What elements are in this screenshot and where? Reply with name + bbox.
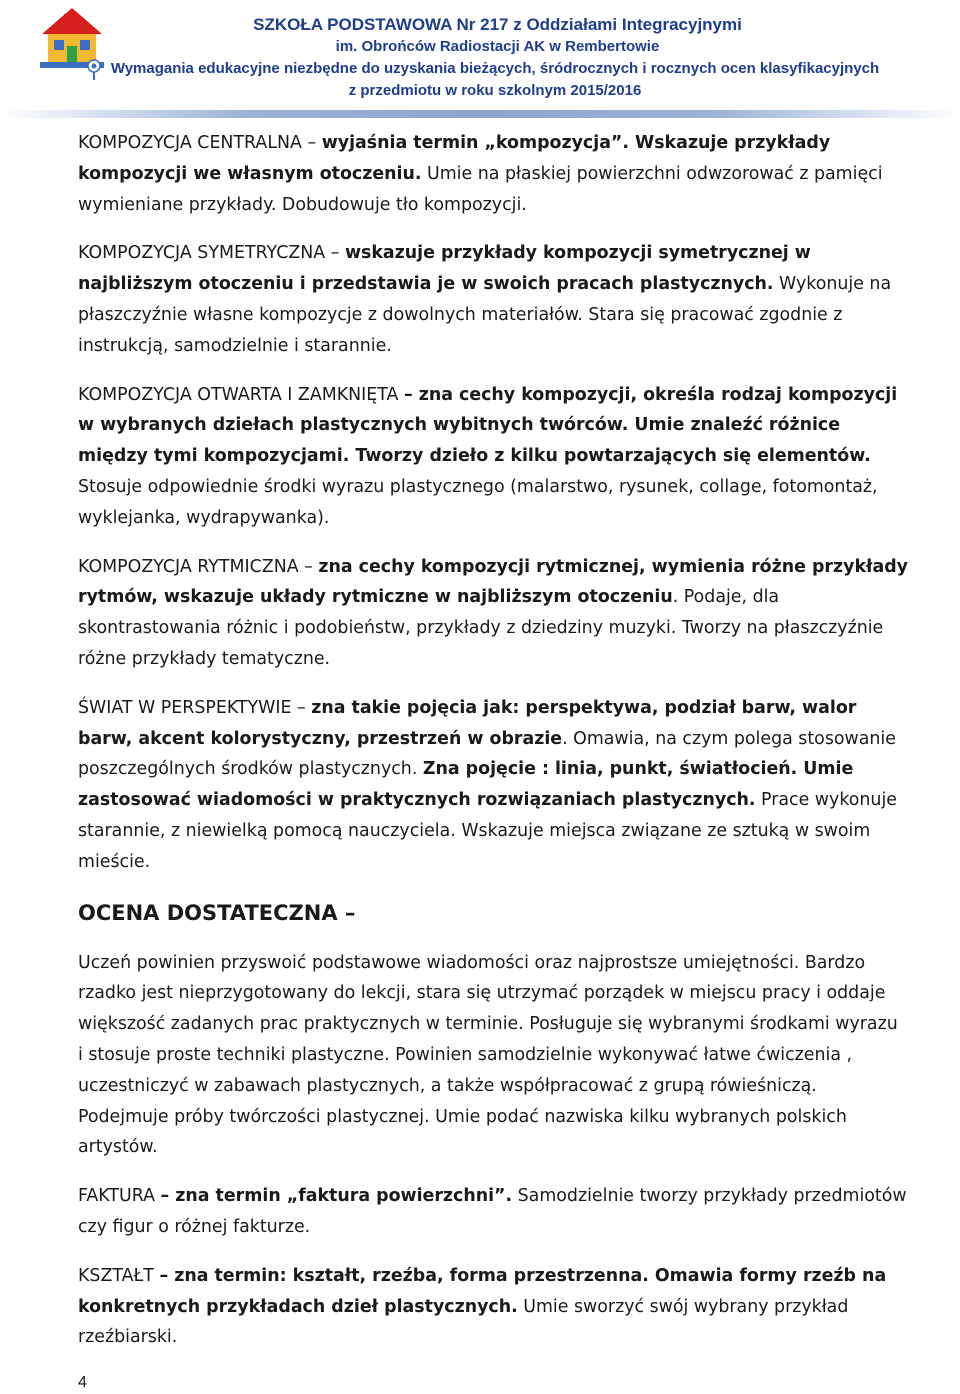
text-segment: KOMPOZYCJA CENTRALNA –	[78, 133, 322, 153]
text-segment: Stosuje odpowiednie środki wyrazu plastycznego (malarstwo, rysunek, collage, fotomontaż, wyklejanka, wydrapywanka).	[78, 476, 878, 528]
bold-text: – zna termin: kształt, rzeźba, forma przestrzenna. Omawia formy rzeźb na konkretnych przykładach dzieł plastycznych.	[78, 1265, 887, 1317]
header-divider	[0, 110, 960, 118]
school-patron: im. Obrońców Radiostacji AK w Rembertowie	[335, 38, 660, 55]
paragraph	[78, 948, 908, 1164]
paragraph	[78, 552, 908, 675]
text-segment: ŚWIAT W PERSPEKTYWIE –	[78, 697, 312, 718]
bold-text: wskazuje przykłady kompozycji symetrycznej w najbliższym otoczeniu i przedstawia je w swoich pracach plastycznych.	[78, 243, 811, 295]
requirements-section	[78, 128, 908, 878]
page-header	[0, 0, 960, 120]
paragraph	[78, 1261, 908, 1353]
text-segment: KOMPOZYCJA SYMETRYCZNA –	[78, 243, 345, 264]
text-segment: KSZTAŁT	[78, 1265, 160, 1286]
text-segment: Uczeń powinien przyswoić podstawowe wiadomości oraz najprostsze umiejętności. Bardzo rzadko jest nieprzygotowany do lekcji, stara się utrzymać porządek w miejscu pracy i oddaje większość zadanych prac praktycznych w terminie. Posługuje się wybranymi środkami wyrazu i stosuje proste techniki plastyczne. Powinien samodzielnie wykonywać łatwe ćwiczenia , uczestniczyć w zabawach plastycznych, a także współpracować z grupą rówieśniczą. Podejmuje próby twórczości plastycznej. Umie podać nazwiska kilku wybranych polskich artystów.	[78, 952, 898, 1158]
bold-text: zna takie pojęcia jak: perspektywa, podział barw, walor barw, akcent kolorystyczny, przestrzeń w obrazie	[78, 697, 857, 749]
document-body	[78, 128, 908, 1371]
school-name: SZKOŁA PODSTAWOWA Nr 217 z Oddziałami Integracyjnymi	[253, 15, 742, 34]
text-segment: Wykonuje na płaszczyźnie własne kompozycje z dowolnych materiałów. Stara się pracować zgodnie z instrukcją, samodzielnie i starannie.	[78, 274, 892, 356]
document-title: Wymagania edukacyjne niezbędne do uzyskania bieżących, śródrocznych i rocznych ocen klasyfikacyjnych	[110, 60, 880, 77]
text-segment: FAKTURA	[78, 1186, 161, 1207]
text-segment: Umie na płaskiej powierzchni odwzorować z pamięci wymieniane przykłady. Dobudowuje tło kompozycji.	[78, 163, 883, 215]
paragraph	[78, 128, 908, 220]
text-segment: . Omawia, na czym polega stosowanie poszczególnych środków plastycznych.	[78, 728, 896, 780]
paragraph	[78, 693, 908, 878]
text-segment: KOMPOZYCJA OTWARTA I ZAMKNIĘTA	[78, 384, 404, 405]
text-segment: . Podaje, dla skontrastowania różnic i podobieństw, przykłady z dziedziny muzyki. Tworzy na płaszczyźnie różne przykłady tematyczne.	[78, 587, 884, 669]
page-number: 4	[78, 1374, 87, 1391]
text-segment: KOMPOZYCJA RYTMICZNA –	[78, 556, 319, 577]
requirements-section-sufficient	[78, 948, 908, 1354]
bold-text: – zna cechy kompozycji, określa rodzaj kompozycji w wybranych dziełach plastycznych wybitnych twórców. Umie znaleźć różnice między tymi kompozycjami. Tworzy dzieło z kilku powtarzających się elementów.	[78, 384, 898, 467]
paragraph	[78, 380, 908, 534]
bold-text: – zna termin „faktura powierzchni”.	[160, 1186, 513, 1207]
document-subtitle: z przedmiotu w roku szkolnym 2015/2016	[348, 82, 642, 99]
paragraph	[78, 1181, 908, 1243]
grade-heading: OCENA DOSTATECZNA –	[78, 900, 356, 925]
paragraph	[78, 238, 908, 361]
text-segment: Umie sworzyć swój wybrany przykład rzeźbiarski.	[78, 1296, 849, 1348]
bold-text: zna cechy kompozycji rytmicznej, wymienia różne przykłady rytmów, wskazuje układy rytmiczne w najbliższym otoczeniu	[78, 556, 908, 608]
text-segment: Samodzielnie tworzy przykłady przedmiotów czy figur o różnej fakturze.	[78, 1186, 907, 1237]
bold-text: Zna pojęcie : linia, punkt, światłocień. Umie zastosować wiadomości w praktycznych rozwiązaniach plastycznych.	[78, 759, 854, 811]
header-text	[0, 14, 960, 102]
text-segment: Prace wykonuje starannie, z niewielką pomocą nauczyciela. Wskazuje miejsca związane ze sztuką w swoim mieście.	[78, 790, 897, 872]
bold-text: wyjaśnia termin „kompozycja”. Wskazuje przykłady kompozycji we własnym otoczeniu.	[78, 133, 831, 184]
